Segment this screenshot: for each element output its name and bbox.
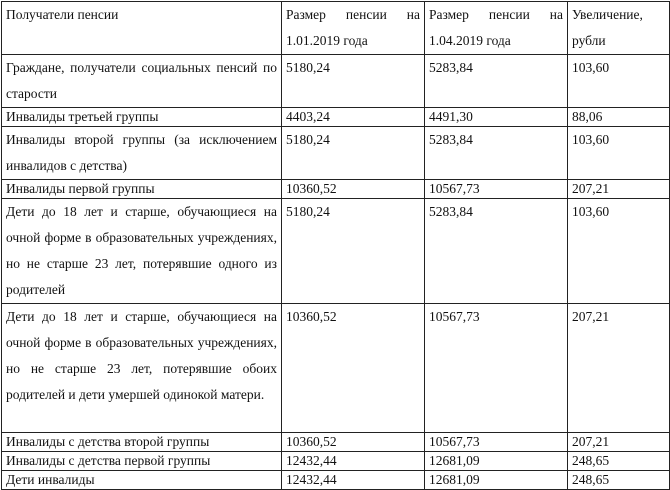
table-row: [2, 127, 670, 180]
cell-increase: 207,21: [568, 304, 670, 433]
cell-pension-jan: 10360,52: [282, 304, 425, 433]
table-row: [2, 304, 670, 433]
table-header-row: [2, 2, 670, 55]
table-row: [2, 199, 670, 304]
cell-pension-apr: 12681,09: [425, 452, 568, 471]
cell-pension-jan: 12432,44: [282, 471, 425, 490]
header-increase: Увеличение, рубли: [568, 2, 670, 55]
table-row: [2, 108, 670, 127]
table-row: [2, 55, 670, 108]
header-pension-jan: Размер пенсии на 1.01.2019 года: [282, 2, 425, 55]
table-row: [2, 433, 670, 452]
cell-recipient: Дети инвалиды: [2, 471, 282, 490]
cell-recipient: Инвалиды третьей группы: [2, 108, 282, 127]
table-row: [2, 180, 670, 199]
cell-pension-apr: 5283,84: [425, 199, 568, 304]
cell-recipient: Инвалиды второй группы (за исключением инвалидов с детства): [2, 127, 282, 180]
cell-pension-jan: 5180,24: [282, 55, 425, 108]
cell-increase: 103,60: [568, 199, 670, 304]
cell-pension-jan: 12432,44: [282, 452, 425, 471]
header-pension-apr: Размер пенсии на 1.04.2019 года: [425, 2, 568, 55]
cell-pension-apr: 10567,73: [425, 180, 568, 199]
cell-pension-apr: 5283,84: [425, 127, 568, 180]
cell-increase: 207,21: [568, 180, 670, 199]
cell-recipient: Инвалиды первой группы: [2, 180, 282, 199]
cell-pension-apr: 12681,09: [425, 471, 568, 490]
cell-increase: 88,06: [568, 108, 670, 127]
cell-recipient: Инвалиды с детства второй группы: [2, 433, 282, 452]
cell-increase: 248,65: [568, 452, 670, 471]
cell-pension-apr: 4491,30: [425, 108, 568, 127]
header-recipients: Получатели пенсии: [2, 2, 282, 55]
cell-pension-jan: 5180,24: [282, 127, 425, 180]
cell-recipient: Дети до 18 лет и старше, обучающиеся на очной форме в образовательных учреждениях, но не старше 23 лет, потерявшие одного из родителей: [2, 199, 282, 304]
cell-pension-jan: 4403,24: [282, 108, 425, 127]
cell-pension-apr: 10567,73: [425, 433, 568, 452]
table-row: [2, 452, 670, 471]
cell-recipient: Дети до 18 лет и старше, обучающиеся на очной форме в образовательных учреждениях, но не старше 23 лет, потерявшие обоих родителей и дети умершей одинокой матери.: [2, 304, 282, 433]
cell-increase: 103,60: [568, 55, 670, 108]
cell-pension-apr: 10567,73: [425, 304, 568, 433]
cell-recipient: Инвалиды с детства первой группы: [2, 452, 282, 471]
cell-pension-jan: 10360,52: [282, 180, 425, 199]
cell-pension-jan: 5180,24: [282, 199, 425, 304]
cell-increase: 248,65: [568, 471, 670, 490]
cell-increase: 103,60: [568, 127, 670, 180]
cell-pension-apr: 5283,84: [425, 55, 568, 108]
cell-increase: 207,21: [568, 433, 670, 452]
table-row: [2, 471, 670, 490]
cell-recipient: Граждане, получатели социальных пенсий по старости: [2, 55, 282, 108]
pension-table: [1, 1, 670, 490]
cell-pension-jan: 10360,52: [282, 433, 425, 452]
